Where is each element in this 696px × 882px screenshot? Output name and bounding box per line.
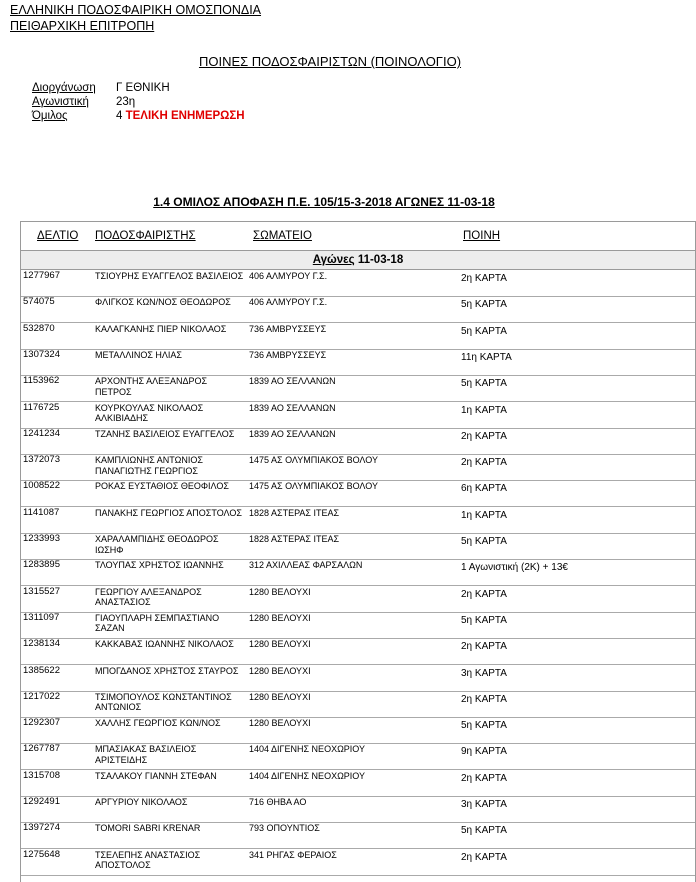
organization-label: Διοργάνωση <box>32 82 96 94</box>
card-number: 1315527 <box>23 585 60 597</box>
matchday-value: 23η <box>116 96 136 108</box>
club-name: 406 ΑΛΜΥΡΟΥ Γ.Σ. <box>249 271 328 281</box>
player-name: ΚΟΥΡΚΟΥΛΑΣ ΝΙΚΟΛΑΟΣ ΑΛΚΙΒΙΑΔΗΣ <box>95 402 204 423</box>
player-name: ΤΣΙΜΟΠΟΥΛΟΣ ΚΩΝΣΤΑΝΤΙΝΟΣ ΑΝΤΩΝΙΟΣ <box>95 691 232 713</box>
player-name: ΚΑΜΠΛΙΩΝΗΣ ΑΝΤΩΝΙΟΣ ΠΑΝΑΓΙΩΤΗΣ ΓΕΩΡΓΙΟΣ <box>95 455 203 476</box>
penalty-value: 2η ΚΑΡΤΑ <box>461 588 507 600</box>
table-row <box>21 822 695 849</box>
table-row <box>21 349 695 376</box>
card-number: 1385622 <box>23 664 60 676</box>
penalty-value: 2η ΚΑΡΤΑ <box>461 851 507 863</box>
player-name: ΧΑΡΑΛΑΜΠΙΔΗΣ ΘΕΟΔΩΡΟΣ ΙΩΣΗΦ <box>95 534 219 555</box>
player-name: ΜΕΤΑΛΛΙΝΟΣ ΗΛΙΑΣ <box>95 349 182 360</box>
card-number: 1372073 <box>23 454 60 466</box>
penalty-value: 2η ΚΑΡΤΑ <box>461 641 507 653</box>
table-row <box>21 796 695 823</box>
penalty-value: 9η ΚΑΡΤΑ <box>461 746 507 758</box>
club-name: 1404 ΔΙΓΕΝΗΣ ΝΕΟΧΩΡΙΟΥ <box>249 744 366 755</box>
club-name: 1839 ΑΟ ΣΕΛΛΑΝΩΝ <box>249 402 336 413</box>
table-row <box>21 402 695 429</box>
penalty-value: 2η ΚΑΡΤΑ <box>461 430 507 442</box>
penalty-value: 2η ΚΑΡΤΑ <box>461 273 507 284</box>
player-name: ΧΑΛΛΗΣ ΓΕΩΡΓΙΟΣ ΚΩΝ/ΝΟΣ <box>95 718 221 729</box>
penalty-value: 5η ΚΑΡΤΑ <box>461 720 507 732</box>
card-number: 574075 <box>23 296 55 308</box>
club-name: 1280 ΒΕΛΟΥΧΙ <box>249 718 311 729</box>
table-row <box>21 375 695 402</box>
club-name: 1839 ΑΟ ΣΕΛΛΑΝΩΝ <box>249 376 336 387</box>
player-name: ΤΖΑΝΗΣ ΒΑΣΙΛΕΙΟΣ ΕΥΑΓΓΕΛΟΣ <box>95 428 235 439</box>
penalty-value: 2η ΚΑΡΤΑ <box>461 772 507 784</box>
section-title: 1.4 ΟΜΙΛΟΣ ΑΠΟΦΑΣΗ Π.Ε. 105/15-3-2018 ΑΓΩΝΕΣ 11-03-18 <box>153 195 495 209</box>
card-number: 1176725 <box>23 401 60 413</box>
card-number: 1217022 <box>23 690 60 702</box>
player-name: ΠΑΝΑΚΗΣ ΓΕΩΡΓΙΟΣ ΑΠΟΣΤΟΛΟΣ <box>95 507 242 518</box>
federation-name: ΕΛΛΗΝΙΚΗ ΠΟΔΟΣΦΑΙΡΙΚΗ ΟΜΟΣΠΟΝΔΙΑ <box>10 3 262 17</box>
player-name: ΦΛΙΓΚΟΣ ΚΩΝ/ΝΟΣ ΘΕΟΔΩΡΟΣ <box>95 297 231 308</box>
club-name: 406 ΑΛΜΥΡΟΥ Γ.Σ. <box>249 297 328 308</box>
player-name: ΤΛΟΥΠΑΣ ΧΡΗΣΤΟΣ ΙΩΑΝΝΗΣ <box>95 560 224 571</box>
table-row <box>21 743 695 770</box>
penalty-value: 6η ΚΑΡΤΑ <box>461 483 507 495</box>
column-header-penalty: ΠΟΙΝΗ <box>463 230 501 242</box>
card-number: 1397274 <box>23 822 60 834</box>
group-value-line <box>116 110 245 122</box>
card-number: 1315708 <box>23 769 60 781</box>
matchday-label: Αγωνιστική <box>32 96 89 108</box>
penalty-value: 2η ΚΑΡΤΑ <box>461 693 507 705</box>
player-name: ΤΣΑΛΑΚΟΥ ΓΙΑΝΝΗ ΣΤΕΦΑΝ <box>95 770 217 781</box>
card-number: 1292491 <box>23 796 60 807</box>
penalty-value: 5η ΚΑΡΤΑ <box>461 825 507 837</box>
player-name: ΜΠΑΣΙΑΚΑΣ ΒΑΣΙΛΕΙΟΣ ΑΡΙΣΤΕΙΔΗΣ <box>95 744 197 765</box>
player-name: ΓΕΩΡΓΙΟΥ ΑΛΕΞΑΝΔΡΟΣ ΑΝΑΣΤΑΣΙΟΣ <box>95 586 202 608</box>
player-name: ΜΠΟΓΔΑΝΟΣ ΧΡΗΣΤΟΣ ΣΤΑΥΡΟΣ <box>95 665 239 676</box>
penalty-value: 5η ΚΑΡΤΑ <box>461 536 507 547</box>
club-name: 736 ΑΜΒΡΥΣΣΕΥΣ <box>249 349 327 360</box>
penalty-value: 3η ΚΑΡΤΑ <box>461 799 507 810</box>
penalty-value: 5η ΚΑΡΤΑ <box>461 614 507 626</box>
player-name: ΤΣΙΟΥΡΗΣ ΕΥΑΓΓΕΛΟΣ ΒΑΣΙΛΕΙΟΣ <box>95 271 244 281</box>
card-number: 1277967 <box>23 270 60 281</box>
club-name: 793 ΟΠΟΥΝΤΙΟΣ <box>249 823 320 834</box>
table-row <box>21 717 695 744</box>
card-number: 1283895 <box>23 559 60 571</box>
player-name: ΚΑΚΚΑΒΑΣ ΙΩΑΝΝΗΣ ΝΙΚΟΛΑΟΣ <box>95 639 234 650</box>
club-name: 312 ΑΧΙΛΛΕΑΣ ΦΑΡΣΑΛΩΝ <box>249 560 363 571</box>
penalty-value: 5η ΚΑΡΤΑ <box>461 299 507 311</box>
table-row <box>21 770 695 797</box>
club-name: 1404 ΔΙΓΕΝΗΣ ΝΕΟΧΩΡΙΟΥ <box>249 770 366 781</box>
club-name: 1280 ΒΕΛΟΥΧΙ <box>249 639 311 650</box>
table-row <box>21 428 695 455</box>
page-title: ΠΟΙΝΕΣ ΠΟΔΟΣΦΑΙΡΙΣΤΩΝ (ΠΟΙΝΟΛΟΓΙΟ) <box>198 54 462 69</box>
column-header-club: ΣΩΜΑΤΕΙΟ <box>253 230 312 242</box>
penalty-value: 3η ΚΑΡΤΑ <box>461 667 507 679</box>
player-name: ΤΣΕΛΕΠΗΣ ΑΝΑΣΤΑΣΙΟΣ ΑΠΟΣΤΟΛΟΣ <box>95 849 201 871</box>
group-value: 4 <box>116 110 123 122</box>
club-name: 1280 ΒΕΛΟΥΧΙ <box>249 612 311 623</box>
club-name: 341 ΡΗΓΑΣ ΦΕΡΑΙΟΣ <box>249 849 337 860</box>
column-header-player: ΠΟΔΟΣΦΑΙΡΙΣΤΗΣ <box>95 230 196 242</box>
penalty-value: 5η ΚΑΡΤΑ <box>461 325 507 337</box>
card-number: 1307324 <box>23 348 60 360</box>
penalty-value: 11η ΚΑΡΤΑ <box>461 351 512 363</box>
club-name: 1828 ΑΣΤΕΡΑΣ ΙΤΕΑΣ <box>249 507 340 518</box>
player-name: TOMORI SABRI KRENAR <box>95 823 201 834</box>
card-number: 1153962 <box>23 375 60 387</box>
card-number: 1008522 <box>23 480 60 492</box>
penalty-value: 1 Αγωνιστική (2Κ) + 13€ <box>461 562 568 574</box>
player-name: ΑΡΓΥΡΙΟΥ ΝΙΚΟΛΑΟΣ <box>95 797 188 807</box>
table-row <box>21 638 695 665</box>
player-name: ΓΙΑΟΥΠΛΑΡΗ ΣΕΜΠΑΣΤΙΑΝΟ ΣΑΖΑΝ <box>95 612 220 634</box>
table-row <box>21 507 695 534</box>
club-name: 1828 ΑΣΤΕΡΑΣ ΙΤΕΑΣ <box>249 534 340 544</box>
table-row <box>21 849 695 876</box>
table-row <box>21 559 695 586</box>
club-name: 1839 ΑΟ ΣΕΛΛΑΝΩΝ <box>249 428 336 439</box>
table-row <box>21 612 695 639</box>
card-number: 1311097 <box>23 611 60 623</box>
table-row <box>21 480 695 507</box>
committee-name: ΠΕΙΘΑΡΧΙΚΗ ΕΠΙΤΡΟΠΗ <box>10 19 155 33</box>
table-row <box>21 323 695 350</box>
card-number: 1233993 <box>23 533 60 544</box>
club-name: 1280 ΒΕΛΟΥΧΙ <box>249 586 311 597</box>
penalty-value: 1η ΚΑΡΤΑ <box>461 404 507 416</box>
card-number: 1267787 <box>23 743 60 755</box>
table-row <box>21 533 695 560</box>
player-name: ΚΑΛΑΓΚΑΝΗΣ ΠΙΕΡ ΝΙΚΟΛΑΟΣ <box>95 323 227 334</box>
club-name: 1280 ΒΕΛΟΥΧΙ <box>249 665 311 676</box>
penalty-value: 1η ΚΑΡΤΑ <box>461 509 507 521</box>
penalty-value: 5η ΚΑΡΤΑ <box>461 378 507 390</box>
card-number: 1275648 <box>23 848 60 860</box>
penalties-table <box>20 221 696 882</box>
matches-group-label: Αγώνες <box>312 254 355 266</box>
club-name: 1475 ΑΣ ΟΛΥΜΠΙΑΚΟΣ ΒΟΛΟΥ <box>249 455 378 466</box>
matches-group-date: 11-03-18 <box>357 254 404 266</box>
matches-group-band <box>21 251 695 269</box>
card-number: 1141087 <box>23 506 60 518</box>
club-name: 716 ΘΗΒΑ ΑΟ <box>249 797 307 807</box>
group-label: Όμιλος <box>32 110 68 122</box>
column-header-card: ΔΕΛΤΙΟ <box>37 230 79 242</box>
club-name: 1280 ΒΕΛΟΥΧΙ <box>249 691 311 702</box>
table-row <box>21 665 695 692</box>
final-update-note: ΤΕΛΙΚΗ ΕΝΗΜΕΡΩΣΗ <box>125 110 245 122</box>
club-name: 1475 ΑΣ ΟΛΥΜΠΙΑΚΟΣ ΒΟΛΟΥ <box>249 481 378 492</box>
club-name: 736 ΑΜΒΡΥΣΣΕΥΣ <box>249 323 327 334</box>
organization-value: Γ ΕΘΝΙΚΗ <box>116 82 170 94</box>
table-row <box>21 454 695 481</box>
card-number: 1238134 <box>23 638 60 650</box>
table-row <box>21 296 695 323</box>
card-number: 1292307 <box>23 717 60 729</box>
card-number: 1241234 <box>23 427 60 439</box>
card-number: 532870 <box>23 322 55 334</box>
player-name: ΑΡΧΟΝΤΗΣ ΑΛΕΞΑΝΔΡΟΣ ΠΕΤΡΟΣ <box>95 376 208 397</box>
table-row <box>21 691 695 718</box>
table-row <box>21 270 695 297</box>
player-name: ΡΟΚΑΣ ΕΥΣΤΑΘΙΟΣ ΘΕΟΦΙΛΟΣ <box>95 481 229 492</box>
table-row <box>21 586 695 613</box>
penalty-value: 2η ΚΑΡΤΑ <box>461 457 507 469</box>
